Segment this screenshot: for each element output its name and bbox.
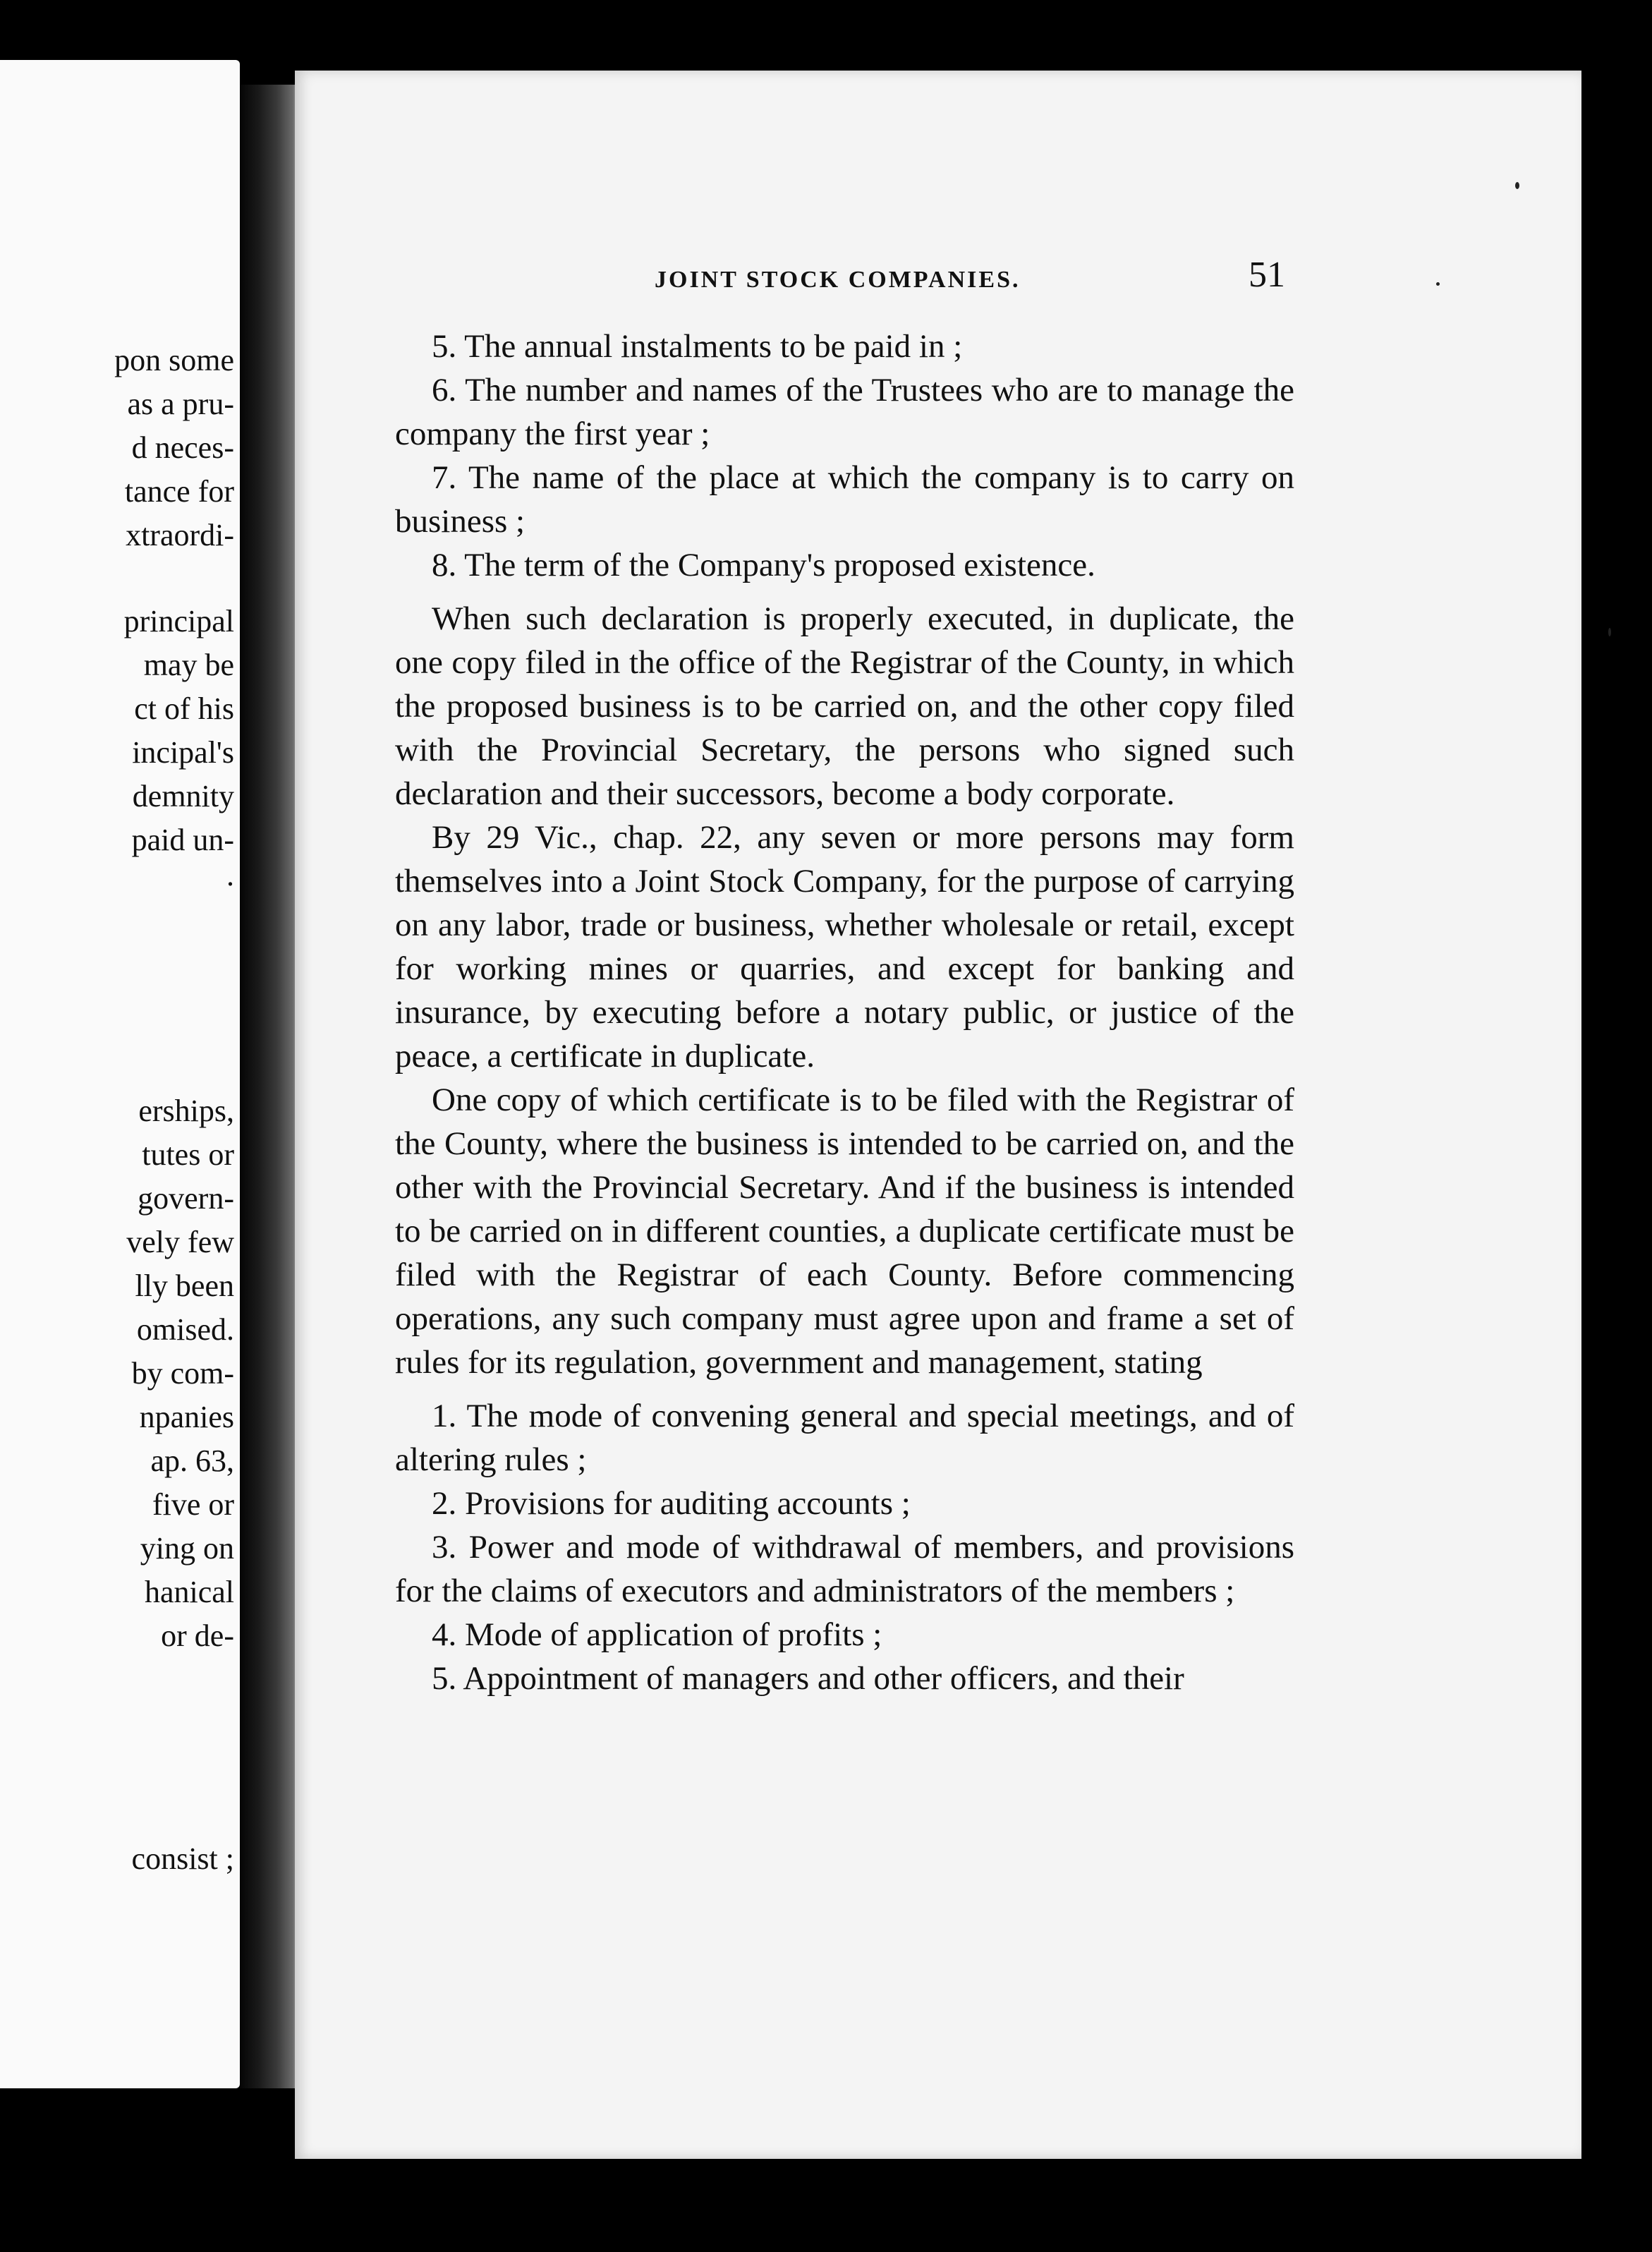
left-line: vely few (126, 1225, 234, 1259)
list-item: 7. The name of the place at which the company is to carry on business ; (395, 459, 1294, 540)
left-line: incipal's (132, 735, 234, 770)
paragraph: By 29 Vic., chap. 22, any seven or more persons may form themselves into a Joint Stock Company, for the purpose of carrying on any labor, trade or business, whether wholesale or retail, except for working mines or quarries, and except for banking and insurance, by executing before a notary public, or justice of the peace, a certificate in duplicate. (395, 819, 1294, 1074)
left-line: principal (123, 604, 234, 638)
list-item: 3. Power and mode of withdrawal of members, and provisions for the claims of executors and administrators of the members ; (395, 1529, 1294, 1609)
left-line: lly been (135, 1269, 234, 1303)
left-line: hanical (144, 1575, 234, 1609)
left-line: demnity (132, 779, 234, 813)
left-line: tutes or (142, 1137, 234, 1172)
previous-page-fragment (0, 60, 240, 2088)
left-line: may be (143, 648, 234, 682)
list-item: 2. Provisions for auditing accounts ; (432, 1485, 911, 1522)
left-line: by com- (131, 1356, 234, 1391)
book-page (295, 71, 1581, 2159)
left-line: omised. (136, 1312, 234, 1347)
page-body (395, 325, 1294, 1700)
list-item: 5. The annual instalments to be paid in ; (432, 328, 963, 365)
list-item: 8. The term of the Company's proposed existence. (432, 547, 1095, 583)
left-line: or de- (161, 1618, 234, 1653)
left-line: ying on (140, 1531, 234, 1566)
left-line: five or (152, 1487, 234, 1522)
list-item: 4. Mode of application of profits ; (432, 1616, 882, 1653)
left-line: govern- (138, 1181, 234, 1216)
left-line: npanies (139, 1400, 234, 1434)
book-gutter (240, 85, 302, 2088)
left-line: erships, (138, 1094, 234, 1128)
left-line: paid un- (131, 823, 234, 857)
left-line: as a pru- (127, 387, 234, 421)
left-line: tance for (124, 474, 234, 509)
left-line: ct of his (134, 691, 234, 726)
page-header (295, 254, 1581, 310)
list-item: 1. The mode of convening general and special meetings, and of altering rules ; (395, 1398, 1294, 1478)
paragraph: One copy of which certificate is to be filed with the Registrar of the County, where the business is intended to be carried on, and the other with the Provincial Secretary. And if the business is intended to be carried on in different counties, a duplicate certificate must be filed with the Registrar of each County. Before commencing operations, any such company must agree upon and frame a set of rules for its regulation, government and management, stating (395, 1082, 1294, 1381)
left-line: consist ; (131, 1841, 234, 1876)
page-number: 51 (1249, 255, 1285, 295)
list-item: 5. Appointment of managers and other officers, and their (432, 1660, 1184, 1697)
left-line: . (226, 858, 234, 892)
running-head: JOINT STOCK COMPANIES. (655, 267, 1021, 293)
paragraph: When such declaration is properly executed, in duplicate, the one copy filed in the office of the Registrar of the County, in which the proposed business is to be carried on, and the other copy filed with the Provincial Secretary, the persons who signed such declaration and their successors, become a body corporate. (395, 600, 1294, 812)
list-item: 6. The number and names of the Trustees who are to manage the company the first year ; (395, 372, 1294, 452)
left-line: ap. 63, (150, 1443, 234, 1478)
left-line: xtraordi- (126, 518, 234, 552)
left-line: d neces- (131, 430, 234, 465)
left-line: pon some (114, 343, 234, 377)
